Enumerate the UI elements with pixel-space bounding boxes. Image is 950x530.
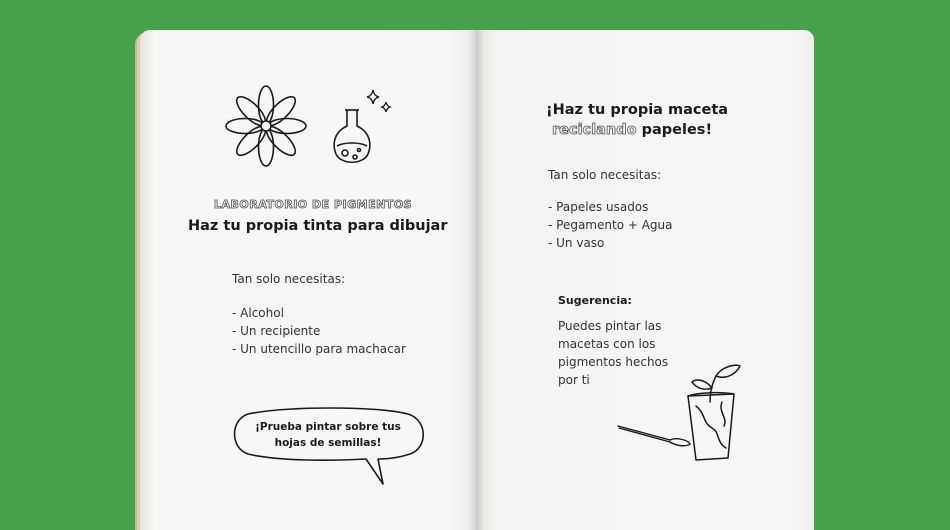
flask-icon: [330, 108, 380, 168]
right-heading-line-2: [552, 122, 712, 138]
open-notebook: [140, 30, 814, 530]
book-gutter: [468, 30, 484, 530]
bubble-line-1: ¡Prueba pintar sobre tus: [255, 421, 401, 433]
sparkle-icon: [366, 88, 394, 116]
right-item-1: - Papeles usados: [548, 200, 649, 214]
right-heading-line-1: ¡Haz tu propia maceta: [546, 102, 729, 118]
bubble-line-2: hojas de semillas!: [274, 437, 382, 449]
left-item-1: - Alcohol: [232, 306, 284, 320]
right-item-2: - Pegamento + Agua: [548, 218, 673, 232]
right-page: [476, 30, 814, 530]
highlight-word: reciclando: [552, 122, 637, 138]
tip-line-3: pigmentos hechos: [558, 355, 669, 369]
heading-rest: papeles!: [636, 122, 713, 138]
tip-line-2: macetas con los: [558, 337, 656, 351]
left-page: [140, 30, 476, 530]
left-item-2: - Un recipiente: [232, 324, 321, 338]
left-item-3: - Un utencillo para machacar: [232, 342, 406, 356]
tip-label: Sugerencia:: [558, 294, 632, 307]
paintbrush-icon: [616, 420, 692, 450]
flower-icon: [226, 86, 306, 166]
lab-title: LABORATORIO DE PIGMENTOS: [214, 198, 413, 211]
left-heading: Haz tu propia tinta para dibujar: [188, 218, 448, 234]
right-needs-label: Tan solo necesitas:: [548, 168, 662, 182]
tip-line-1: Puedes pintar las: [558, 319, 662, 333]
plant-cup-icon: [682, 362, 748, 464]
tip-line-4: por ti: [558, 373, 590, 387]
left-needs-label: Tan solo necesitas:: [232, 272, 346, 286]
right-item-3: - Un vaso: [548, 236, 605, 250]
